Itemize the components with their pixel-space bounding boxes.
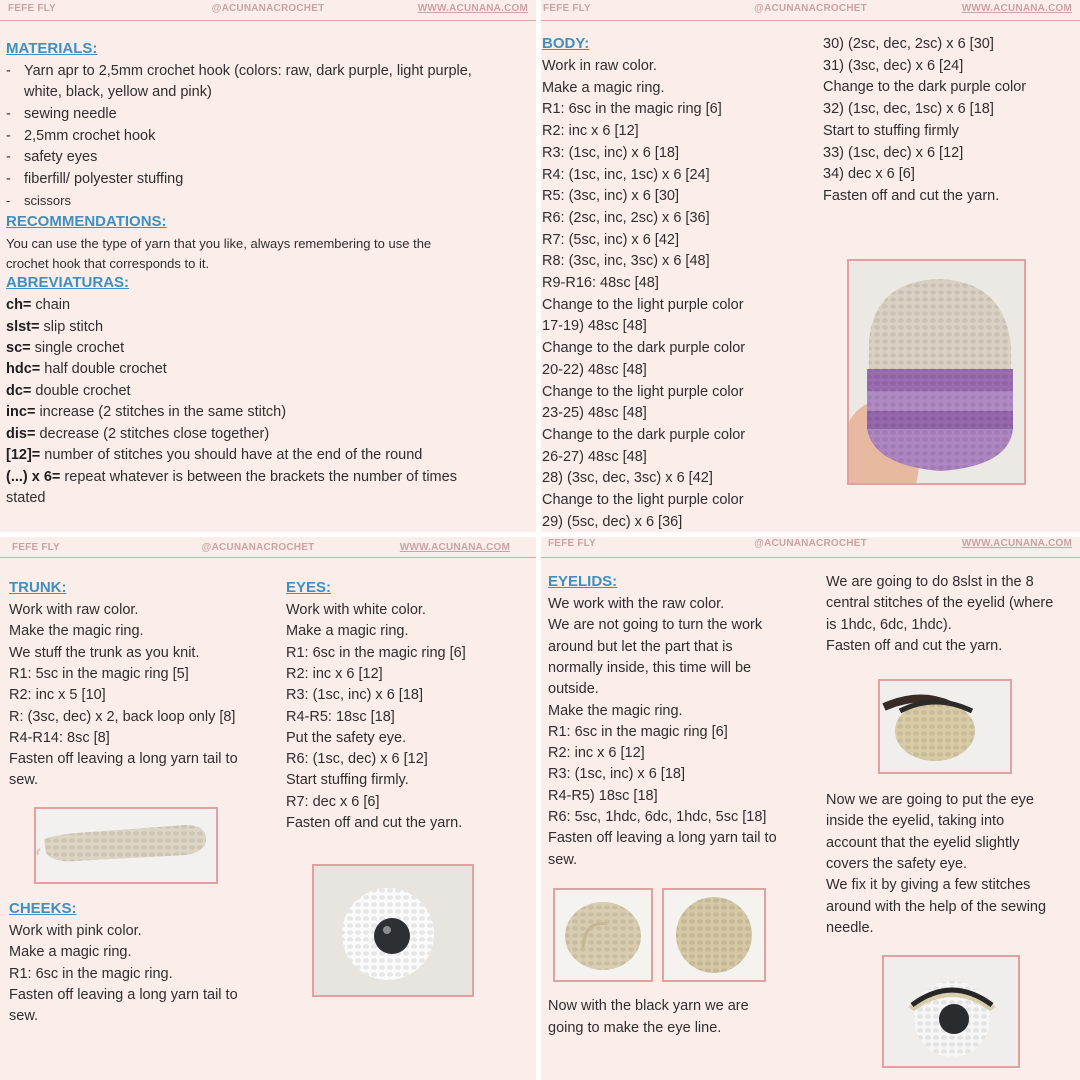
abbrev-item: hdc= half double crochet [6,361,167,377]
instruction-line: R2: inc x 6 [12] [286,665,383,682]
instruction-line: Make a magic ring. [542,79,665,96]
crocheted-eye-image [314,866,472,995]
instruction-line: central stitches of the eyelid (where [826,595,1054,612]
instruction-line: normally inside, this time will be [548,659,752,676]
instruction-line: Fasten off and cut the yarn. [826,637,1003,654]
header-brand: FEFE FLY [8,3,56,14]
materials-item: - sewing needle [6,106,117,122]
finished-eye-photo [882,955,1020,1068]
abbrev-item: dc= double crochet [6,383,131,399]
crocheted-trunk-image [36,809,216,882]
instruction-line: R6: (2sc, inc, 2sc) x 6 [36] [542,209,710,226]
instruction-line: Make the magic ring. [9,623,144,640]
instruction-line: around but let the part that is [548,638,733,655]
instruction-line: Now with the black yarn we are [548,998,749,1014]
header-website: WWW.ACUNANA.COM [961,538,1072,549]
instruction-line: R4-R14: 8sc [8] [9,729,110,746]
instruction-line: outside. [548,681,599,698]
instruction-line: R7: (5sc, inc) x 6 [42] [542,231,679,248]
instruction-line: 17-19) 48sc [48] [542,318,647,335]
instruction-line: R2: inc x 6 [12] [548,745,645,762]
instruction-line: Work with white color. [286,602,426,618]
instruction-line: R3: (1sc, inc) x 6 [18] [286,687,423,704]
materials-item: - safety eyes [6,149,98,165]
header-brand: FEFE FLY [12,542,60,553]
instruction-line: R1: 6sc in the magic ring [6] [286,644,466,661]
instruction-line: 23-25) 48sc [48] [542,405,647,422]
materials-item: white, black, yellow and pink) [24,84,212,100]
eye-photo [312,864,474,997]
instruction-line: We stuff the trunk as you knit. [9,644,200,661]
instruction-line: 26-27) 48sc [48] [542,448,647,465]
cheeks-heading: CHEEKS: [9,900,77,917]
instruction-line: Put the safety eye. [286,729,407,746]
header-brand: FEFE FLY [543,3,591,14]
instruction-line: Make a magic ring. [286,623,409,640]
instruction-line: 34) dec x 6 [6] [823,166,915,183]
instruction-line: R: (3sc, dec) x 2, back loop only [8] [9,708,236,725]
abbrev-item: (...) x 6= repeat whatever is between the brackets the number of times [6,469,457,485]
materials-heading: MATERIALS: [6,40,98,57]
instruction-line: R7: dec x 6 [6] [286,793,380,810]
instruction-line: Work with pink color. [9,923,142,939]
materials-item: - scissors [6,193,71,208]
instruction-line: Fasten off leaving a long yarn tail to [548,830,777,847]
abbrev-item: slst= slip stitch [6,319,104,335]
instruction-line: 29) (5sc, dec) x 6 [36] [542,513,683,530]
eyelid-closed-photo [662,888,766,982]
instruction-line: R6: (1sc, dec) x 6 [12] [286,751,428,768]
instruction-line: We work with the raw color. [548,596,725,612]
instruction-line: Make the magic ring. [548,702,683,719]
instruction-line: Fasten off and cut the yarn. [286,815,463,831]
instruction-line: sew. [9,1008,39,1025]
recommendations-heading: RECOMMENDATIONS: [6,213,167,230]
instruction-line: R3: (1sc, inc) x 6 [18] [542,144,679,161]
recommendation-line: You can use the type of yarn that you like, always remembering to use the [6,236,432,251]
panel-body [541,0,1080,532]
eyelid-sewing-photo [878,679,1012,774]
header-handle: @ACUNANACROCHET [754,538,867,549]
panel-trunk-eyes-cheeks [0,537,536,1080]
instruction-line: We are not going to turn the work [548,617,763,634]
panel-eyelids [541,537,1080,1080]
instruction-line: Fasten off and cut the yarn. [823,187,1000,204]
instruction-line: 32) (1sc, dec, 1sc) x 6 [18] [823,101,994,118]
instruction-line: R8: (3sc, inc, 3sc) x 6 [48] [542,253,710,270]
materials-item: - fiberfill/ polyester stuffing [6,171,184,187]
crocheted-body-image [849,261,1024,483]
eyelid-open-photo [553,888,653,982]
crocheted-eyelid-outside-image [664,890,764,980]
instruction-line: R1: 6sc in the magic ring. [9,965,173,982]
header-handle: @ACUNANACROCHET [754,3,867,14]
instruction-line: Start stuffing firmly. [286,772,409,789]
crocheted-eyelid-inside-image [555,890,651,980]
materials-item: - Yarn apr to 2,5mm crochet hook (colors: raw, dark purple, light purple, [6,63,472,79]
trunk-heading: TRUNK: [9,579,67,596]
instruction-line: account that the eyelid slightly [826,834,1020,851]
instruction-line: R4-R5: 18sc [18] [286,708,395,725]
instruction-line: R4-R5) 18sc [18] [548,787,658,804]
instruction-line: Change to the dark purple color [823,79,1027,96]
instruction-line: 28) (3sc, dec, 3sc) x 6 [42] [542,470,713,487]
instruction-line: inside the eyelid, taking into [826,813,1005,830]
panel-materials [0,0,536,532]
instruction-line: 30) (2sc, dec, 2sc) x 6 [30] [823,36,994,52]
instruction-line: Work with raw color. [9,602,139,618]
instruction-line: Make a magic ring. [9,944,132,961]
instruction-line: sew. [9,772,39,789]
instruction-line: Start to stuffing firmly [823,122,959,139]
instruction-line: R2: inc x 5 [10] [9,687,106,704]
header-website: WWW.ACUNANA.COM [417,3,528,14]
instruction-line: covers the safety eye. [826,855,968,872]
instruction-line: Fasten off leaving a long yarn tail to [9,986,238,1003]
abbrev-item: ch= chain [6,297,71,313]
header-website: WWW.ACUNANA.COM [399,542,510,553]
instruction-line: R1: 6sc in the magic ring [6] [542,101,722,118]
page-header [541,0,1080,21]
instruction-line: sew. [548,851,578,868]
instruction-line: Work in raw color. [542,58,657,74]
instruction-line: R1: 6sc in the magic ring [6] [548,723,728,740]
instruction-line: 31) (3sc, dec) x 6 [24] [823,57,964,74]
instruction-line: going to make the eye line. [548,1019,722,1036]
page-header [0,0,536,21]
instruction-line: 33) (1sc, dec) x 6 [12] [823,144,964,161]
header-handle: @ACUNANACROCHET [201,542,315,553]
header-handle: @ACUNANACROCHET [211,3,325,14]
instruction-line: We fix it by giving a few stitches [826,877,1031,894]
instruction-line: Now we are going to put the eye [826,792,1034,808]
instruction-line: R4: (1sc, inc, 1sc) x 6 [24] [542,166,710,183]
instruction-line: Change to the light purple color [542,383,744,400]
abbrev-item: sc= single crochet [6,340,125,356]
header-brand: FEFE FLY [548,538,596,549]
crocheted-finished-eye-image [884,957,1018,1066]
instruction-line: R5: (3sc, inc) x 6 [30] [542,188,679,205]
instruction-line: 20-22) 48sc [48] [542,361,647,378]
page-header [0,537,536,558]
body-heading: BODY: [542,35,590,52]
abbrev-item: inc= increase (2 stitches in the same stitch) [6,404,287,420]
instruction-line: Change to the dark purple color [542,340,746,357]
header-website: WWW.ACUNANA.COM [961,3,1072,14]
body-photo [847,259,1026,485]
abbreviations-heading: ABREVIATURAS: [6,274,130,291]
instruction-line: We are going to do 8slst in the 8 [826,574,1034,590]
instruction-line: R1: 5sc in the magic ring [5] [9,665,189,682]
instruction-line: Change to the light purple color [542,492,744,508]
instruction-line: needle. [826,919,874,936]
abbrev-item: dis= decrease (2 stitches close together) [6,426,270,442]
instruction-line: around with the help of the sewing [826,898,1047,915]
instruction-line: R9-R16: 48sc [48] [542,275,659,291]
instruction-line: is 1hdc, 6dc, 1hdc). [826,616,952,633]
materials-item: - 2,5mm crochet hook [6,128,156,144]
instruction-line: R2: inc x 6 [12] [542,123,639,140]
recommendation-line: crochet hook that corresponds to it. [6,256,210,271]
instruction-line: R3: (1sc, inc) x 6 [18] [548,766,685,783]
instruction-line: R6: 5sc, 1hdc, 6dc, 1hdc, 5sc [18] [548,809,767,825]
eyes-heading: EYES: [286,579,332,596]
abbrev-item: [12]= number of stitches you should have at the end of the round [6,447,423,463]
instruction-line: Change to the light purple color [542,296,744,313]
instruction-line: Change to the dark purple color [542,426,746,443]
eyelids-heading: EYELIDS: [548,573,618,590]
abbrev-item: stated [6,490,46,506]
page-header [541,537,1080,558]
crocheted-eyelid-image [880,681,1010,772]
trunk-photo [34,807,218,884]
instruction-line: Fasten off leaving a long yarn tail to [9,751,238,768]
